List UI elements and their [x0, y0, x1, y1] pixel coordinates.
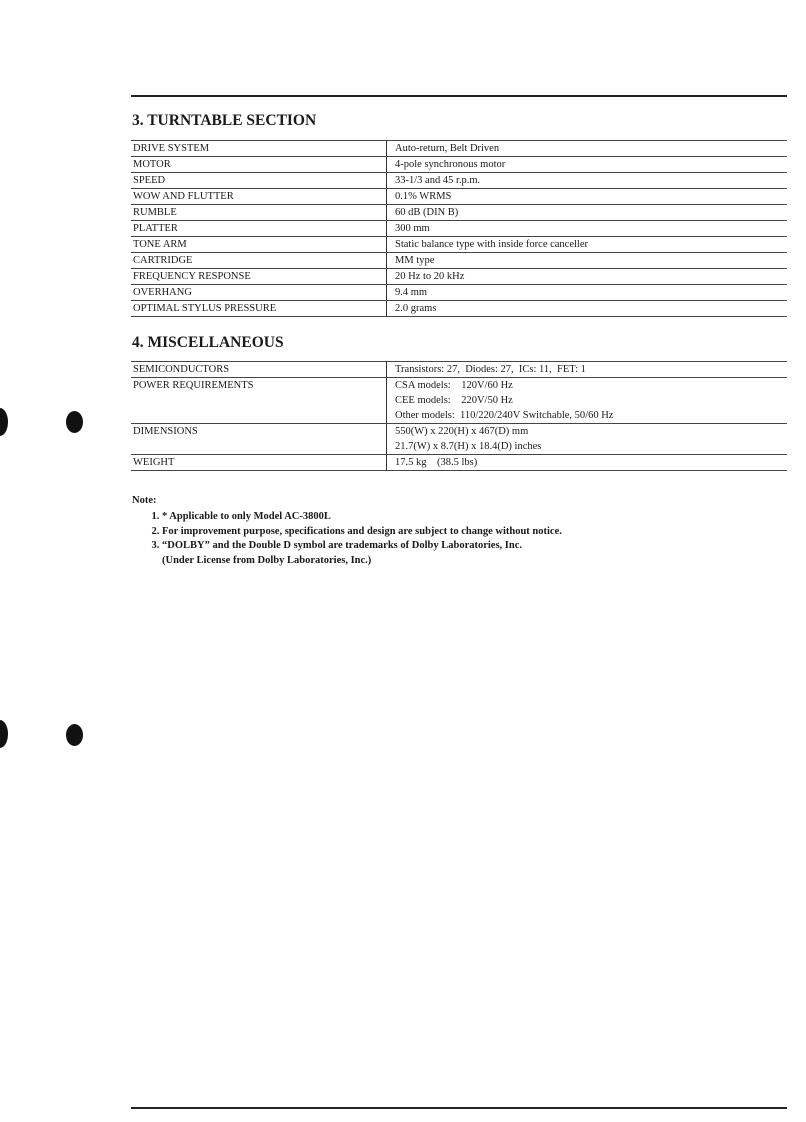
note-item: 2. For improvement purpose, specifications and design are subject to change without notice. [162, 525, 562, 540]
spec-value [387, 378, 788, 424]
spec-value [387, 285, 788, 301]
bottom-rule [131, 1107, 787, 1109]
spec-row [131, 269, 787, 285]
spec-row [131, 205, 787, 221]
spec-row [131, 424, 787, 455]
spec-value-line: 0.1% WRMS [395, 191, 452, 202]
spec-value [387, 362, 788, 378]
spec-value-line: 20 Hz to 20 kHz [395, 271, 465, 282]
spec-value [387, 424, 788, 455]
spec-row [131, 237, 787, 253]
spec-label: TONE ARM [131, 237, 387, 253]
spec-label: WOW AND FLUTTER [131, 189, 387, 205]
spec-value [387, 141, 788, 157]
spec-value-line: 17.5 kg (38.5 lbs) [395, 457, 478, 468]
spec-row [131, 455, 787, 471]
spec-row [131, 253, 787, 269]
spec-value-line: Transistors: 27, Diodes: 27, ICs: 11, FET: 1 [395, 364, 586, 375]
spec-value [387, 237, 788, 253]
punch-hole [0, 408, 8, 436]
spec-row [131, 285, 787, 301]
spec-label: SPEED [131, 173, 387, 189]
spec-value [387, 455, 788, 471]
spec-value-line: 300 mm [395, 223, 430, 234]
spec-label: PLATTER [131, 221, 387, 237]
spec-label: OVERHANG [131, 285, 387, 301]
note-item: 1. * Applicable to only Model AC-3800L [162, 510, 562, 525]
spec-value-line: 21.7(W) x 8.7(H) x 18.4(D) inches [395, 441, 542, 452]
spec-value [387, 157, 788, 173]
note-text: “DOLBY” and the Double D symbol are trademarks of Dolby Laboratories, Inc. [162, 540, 523, 551]
notes-heading: Note: [132, 495, 157, 506]
spec-value [387, 301, 788, 317]
spec-label: DRIVE SYSTEM [131, 141, 387, 157]
spec-label: DIMENSIONS [131, 424, 387, 455]
spec-value [387, 269, 788, 285]
spec-value-line: CEE models: 220V/50 Hz [395, 395, 513, 406]
spec-value-line: Other models: 110/220/240V Switchable, 50/60 Hz [395, 410, 614, 421]
top-rule [131, 95, 787, 97]
spec-value-line: MM type [395, 255, 435, 266]
spec-label: WEIGHT [131, 455, 387, 471]
spec-label: OPTIMAL STYLUS PRESSURE [131, 301, 387, 317]
spec-row [131, 189, 787, 205]
spec-label: MOTOR [131, 157, 387, 173]
punch-hole [66, 411, 83, 433]
spec-value-line: CSA models: 120V/60 Hz [395, 380, 513, 391]
turntable-spec-table [131, 140, 787, 317]
spec-label: FREQUENCY RESPONSE [131, 269, 387, 285]
spec-value [387, 221, 788, 237]
spec-value-line: 550(W) x 220(H) x 467(D) mm [395, 426, 529, 437]
spec-row [131, 301, 787, 317]
notes [132, 495, 562, 568]
spec-row [131, 362, 787, 378]
spec-value-line: 60 dB (DIN B) [395, 207, 459, 218]
note-continuation: (Under License from Dolby Laboratories, Inc.) [162, 554, 372, 566]
spec-row [131, 141, 787, 157]
spec-value [387, 205, 788, 221]
spec-label: SEMICONDUCTORS [131, 362, 387, 378]
misc-spec-table [131, 361, 787, 471]
punch-hole [0, 720, 8, 748]
note-item [162, 539, 562, 568]
turntable-section-title: 3. TURNTABLE SECTION [132, 112, 317, 129]
spec-value-line: 4-pole synchronous motor [395, 159, 506, 170]
spec-value-line: 33-1/3 and 45 r.p.m. [395, 175, 481, 186]
spec-row [131, 173, 787, 189]
spec-value-line: 9.4 mm [395, 287, 428, 298]
spec-label: CARTRIDGE [131, 253, 387, 269]
spec-value [387, 189, 788, 205]
misc-section-title: 4. MISCELLANEOUS [132, 334, 284, 351]
spec-value-line: Auto-return, Belt Driven [395, 143, 500, 154]
spec-row [131, 157, 787, 173]
spec-value [387, 173, 788, 189]
spec-value [387, 253, 788, 269]
spec-value-line: 2.0 grams [395, 303, 437, 314]
spec-label: RUMBLE [131, 205, 387, 221]
spec-label: POWER REQUIREMENTS [131, 378, 387, 424]
spec-value-line: Static balance type with inside force canceller [395, 239, 588, 250]
punch-hole [66, 724, 83, 746]
spec-row [131, 378, 787, 424]
spec-row [131, 221, 787, 237]
